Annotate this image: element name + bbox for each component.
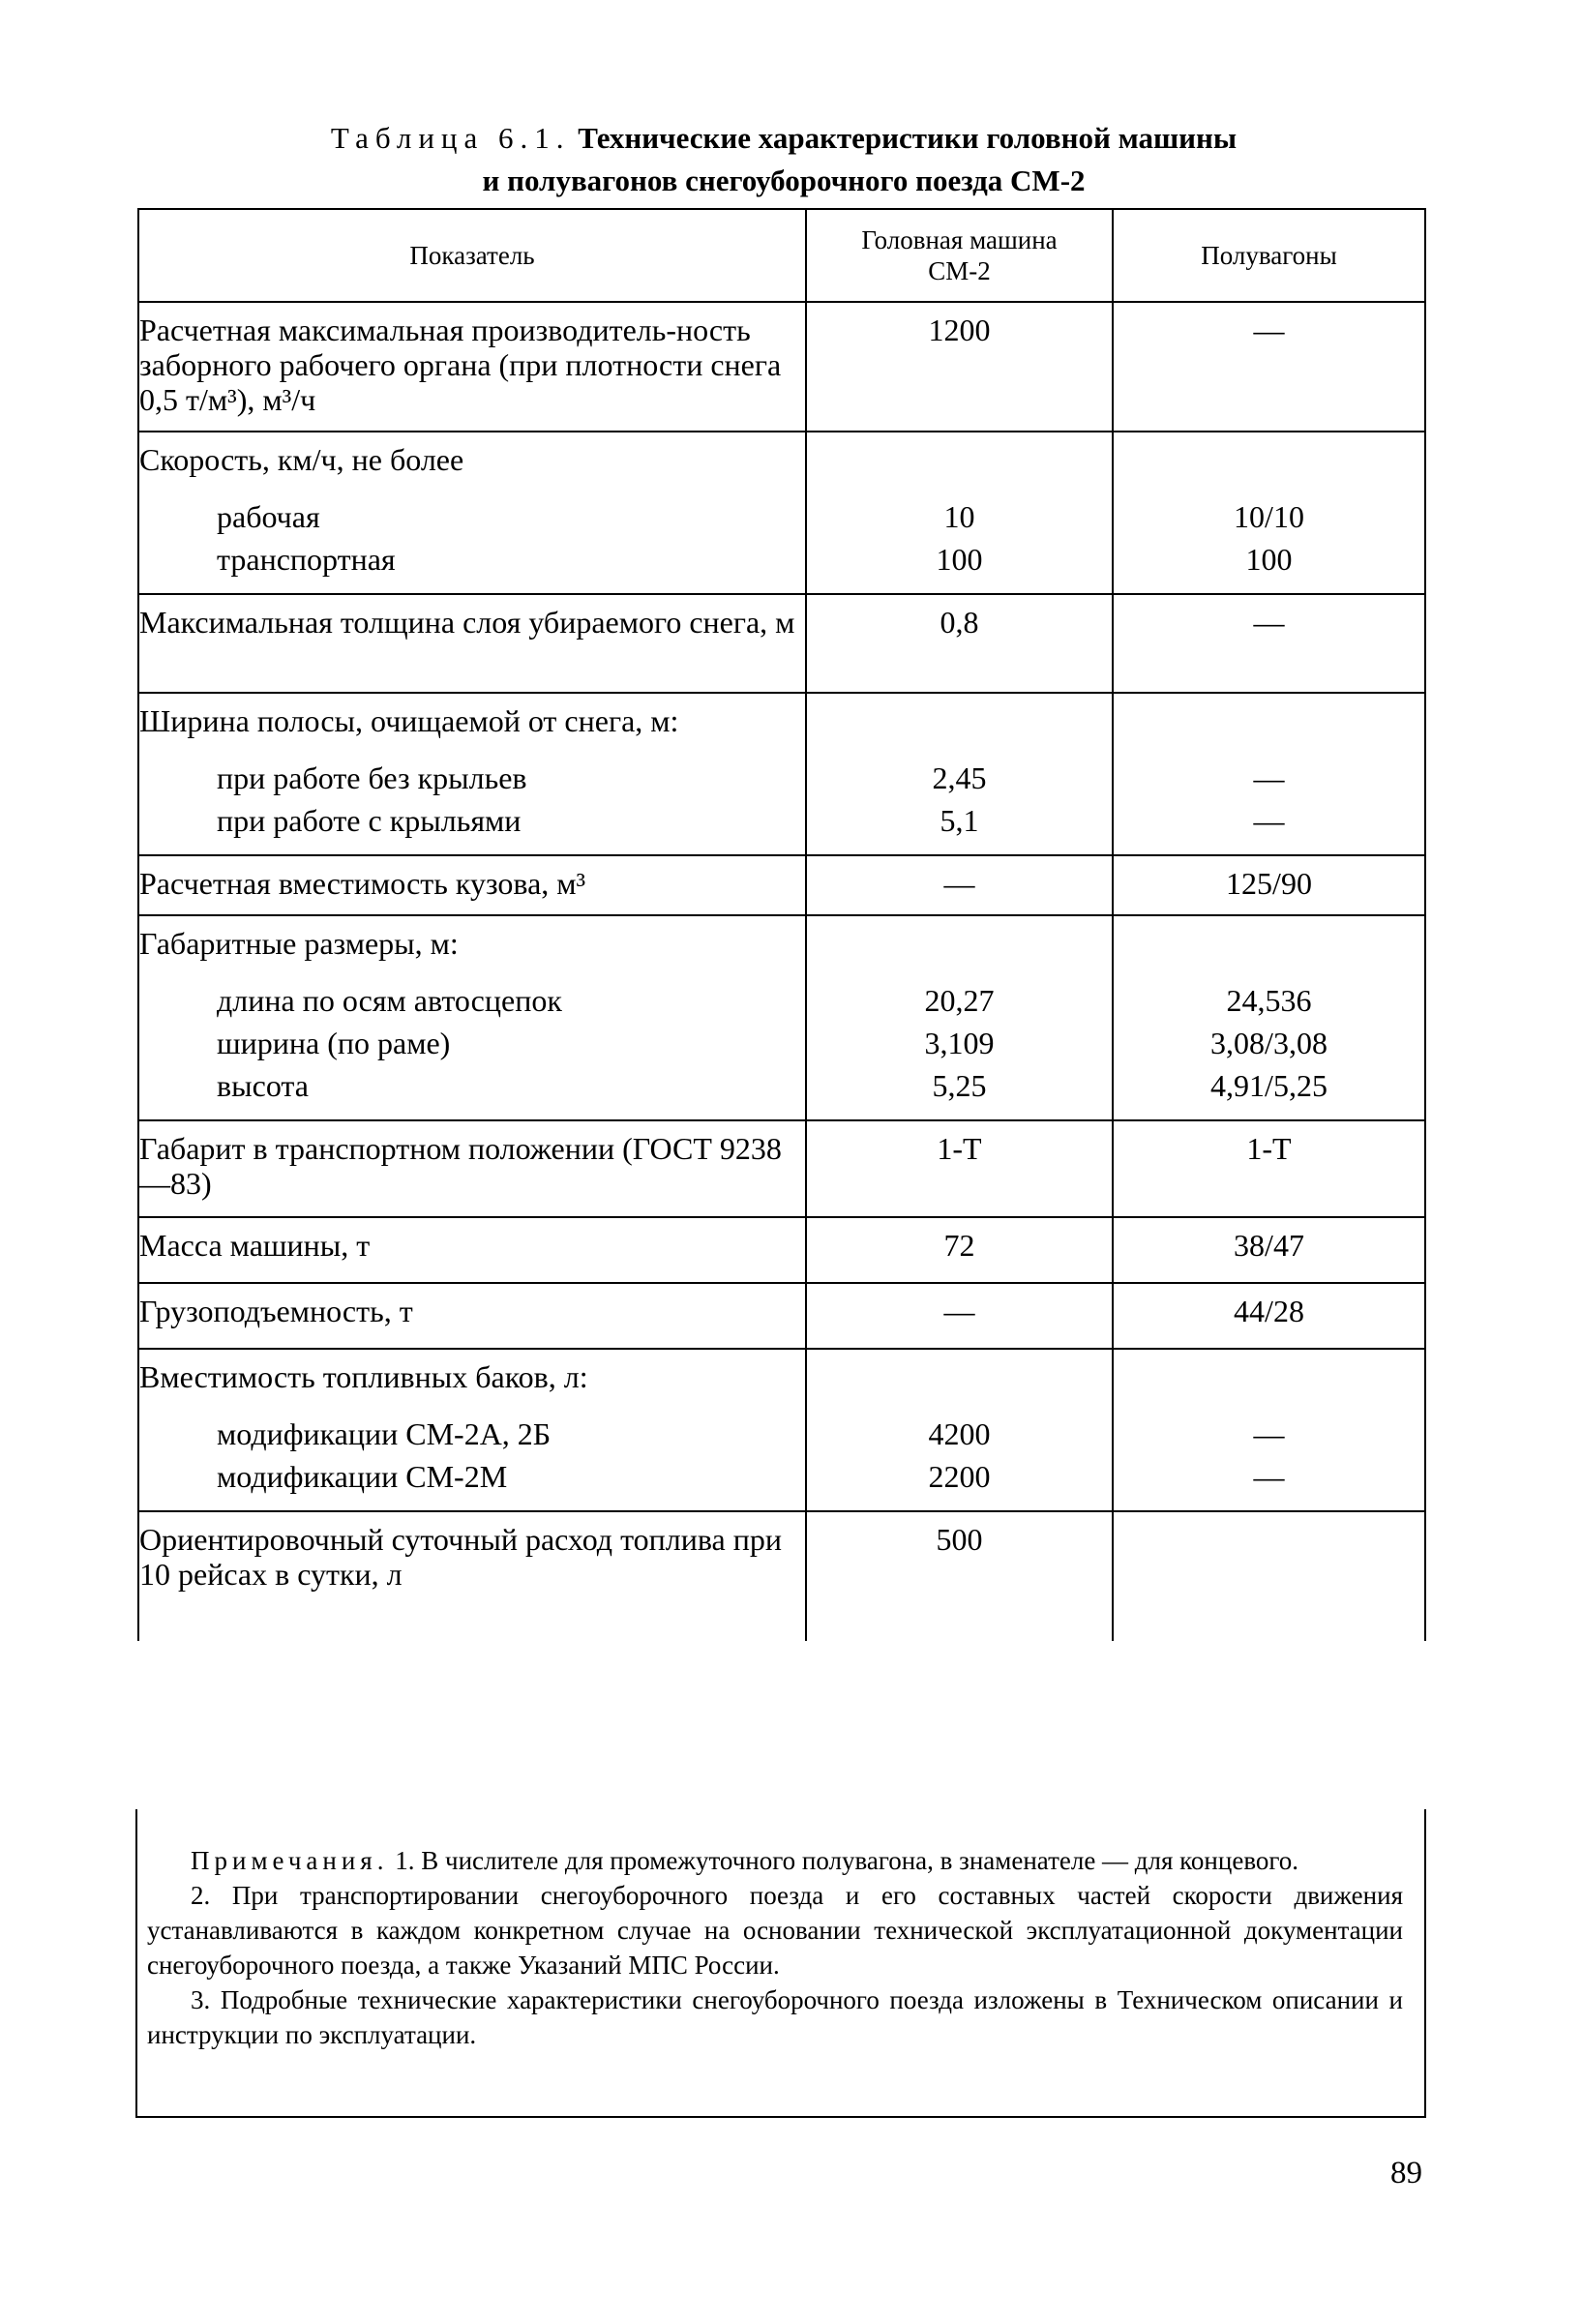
cell-head-machine: 3,109 <box>806 1026 1113 1068</box>
cell-parameter: при работе с крыльями <box>138 803 806 855</box>
table-row <box>138 1459 1425 1511</box>
cell-head-machine <box>806 432 1113 499</box>
cell-parameter: Расчетная максимальная производитель-ность заборного рабочего органа (при плотности снега 0,5 т/м³), м³/ч <box>138 302 806 432</box>
header-wagons: Полувагоны <box>1113 209 1425 302</box>
cell-wagons <box>1113 1511 1425 1641</box>
cell-wagons: — <box>1113 594 1425 693</box>
cell-wagons: — <box>1113 1416 1425 1459</box>
note-1-text: 1. В числителе для промежуточного полувагона, в знаменателе — для концевого. <box>395 1846 1299 1875</box>
table-row <box>138 302 1425 432</box>
cell-head-machine: 0,8 <box>806 594 1113 693</box>
cell-parameter: высота <box>138 1068 806 1120</box>
cell-head-machine <box>806 915 1113 983</box>
cell-parameter: Грузоподъемность, т <box>138 1283 806 1349</box>
cell-head-machine: 2,45 <box>806 760 1113 803</box>
cell-wagons: 10/10 <box>1113 499 1425 542</box>
frame-bottom-line <box>135 2116 1426 2118</box>
table-row <box>138 1283 1425 1349</box>
table-row <box>138 1026 1425 1068</box>
cell-wagons <box>1113 693 1425 760</box>
cell-wagons: — <box>1113 302 1425 432</box>
cell-parameter: модификации СМ-2А, 2Б <box>138 1416 806 1459</box>
cell-head-machine: 2200 <box>806 1459 1113 1511</box>
table-row <box>138 1416 1425 1459</box>
cell-wagons: 24,536 <box>1113 983 1425 1026</box>
cell-wagons: 38/47 <box>1113 1217 1425 1283</box>
cell-head-machine: 5,25 <box>806 1068 1113 1120</box>
cell-parameter: Максимальная толщина слоя убираемого снега, м <box>138 594 806 693</box>
table-row <box>138 1217 1425 1283</box>
cell-wagons <box>1113 915 1425 983</box>
cell-head-machine: 10 <box>806 499 1113 542</box>
table-row <box>138 983 1425 1026</box>
cell-head-machine <box>806 1349 1113 1416</box>
cell-head-machine: 5,1 <box>806 803 1113 855</box>
cell-wagons: 4,91/5,25 <box>1113 1068 1425 1120</box>
table-row <box>138 432 1425 499</box>
cell-wagons: 1-Т <box>1113 1120 1425 1217</box>
caption-label: Таблица 6.1. <box>330 121 571 155</box>
cell-parameter: ширина (по раме) <box>138 1026 806 1068</box>
cell-parameter: Ориентировочный суточный расход топлива при 10 рейсах в сутки, л <box>138 1511 806 1641</box>
cell-wagons: — <box>1113 1459 1425 1511</box>
table-row <box>138 693 1425 760</box>
frame-left-line <box>135 1809 137 2117</box>
cell-wagons: 125/90 <box>1113 855 1425 915</box>
note-1 <box>147 1843 1403 1878</box>
cell-parameter: Расчетная вместимость кузова, м³ <box>138 855 806 915</box>
table-row <box>138 760 1425 803</box>
cell-head-machine <box>806 693 1113 760</box>
cell-head-machine: 100 <box>806 542 1113 594</box>
table-row <box>138 1349 1425 1416</box>
table-header-row <box>138 209 1425 302</box>
notes-label: Примечания. <box>191 1846 389 1875</box>
cell-wagons: — <box>1113 803 1425 855</box>
cell-parameter: модификации СМ-2М <box>138 1459 806 1511</box>
cell-parameter: Габаритные размеры, м: <box>138 915 806 983</box>
cell-wagons: — <box>1113 760 1425 803</box>
cell-parameter: Габарит в транспортном положении (ГОСТ 9238—83) <box>138 1120 806 1217</box>
cell-wagons: 3,08/3,08 <box>1113 1026 1425 1068</box>
page-number: 89 <box>1390 2156 1422 2190</box>
frame-right-line <box>1424 1809 1426 2117</box>
cell-wagons: 100 <box>1113 542 1425 594</box>
table-body <box>138 302 1425 1641</box>
table-row <box>138 855 1425 915</box>
cell-parameter: Ширина полосы, очищаемой от снега, м: <box>138 693 806 760</box>
caption-title-line1: Технические характеристики головной машины <box>578 121 1238 155</box>
cell-parameter: при работе без крыльев <box>138 760 806 803</box>
cell-wagons <box>1113 432 1425 499</box>
table-caption <box>135 116 1432 201</box>
cell-head-machine: 1200 <box>806 302 1113 432</box>
note-2: 2. При транспортировании снегоуборочного поезда и его составных частей скорости движения устанавливаются в каждом конкретном случае на основании технической эксплуатационной документации снегоуборочного поезда, а также Указаний МПС России. <box>147 1881 1403 1980</box>
cell-parameter: Масса машины, т <box>138 1217 806 1283</box>
caption-title-line2: и полувагонов снегоуборочного поезда СМ-2 <box>482 164 1086 197</box>
table-row <box>138 1120 1425 1217</box>
cell-head-machine: — <box>806 1283 1113 1349</box>
cell-parameter: длина по осям автосцепок <box>138 983 806 1026</box>
caption-line-1 <box>135 116 1432 161</box>
table-row <box>138 1511 1425 1641</box>
cell-wagons: 44/28 <box>1113 1283 1425 1349</box>
specs-table <box>137 208 1426 1641</box>
table-row <box>138 1068 1425 1120</box>
cell-head-machine: 20,27 <box>806 983 1113 1026</box>
table-row <box>138 915 1425 983</box>
table-row <box>138 542 1425 594</box>
note-3: 3. Подробные технические характеристики снегоуборочного поезда изложены в Техническом описании и инструкции по эксплуатации. <box>147 1985 1403 2049</box>
table-row <box>138 499 1425 542</box>
header-head-machine: Головная машина СМ-2 <box>806 209 1113 302</box>
cell-head-machine: — <box>806 855 1113 915</box>
cell-parameter: рабочая <box>138 499 806 542</box>
cell-head-machine: 4200 <box>806 1416 1113 1459</box>
cell-parameter: Скорость, км/ч, не более <box>138 432 806 499</box>
header-parameter: Показатель <box>138 209 806 302</box>
cell-head-machine: 500 <box>806 1511 1113 1641</box>
cell-head-machine: 72 <box>806 1217 1113 1283</box>
notes-block <box>147 1843 1403 2052</box>
cell-wagons <box>1113 1349 1425 1416</box>
cell-parameter: Вместимость топливных баков, л: <box>138 1349 806 1416</box>
cell-head-machine: 1-Т <box>806 1120 1113 1217</box>
cell-parameter: транспортная <box>138 542 806 594</box>
table-row <box>138 594 1425 693</box>
table-row <box>138 803 1425 855</box>
